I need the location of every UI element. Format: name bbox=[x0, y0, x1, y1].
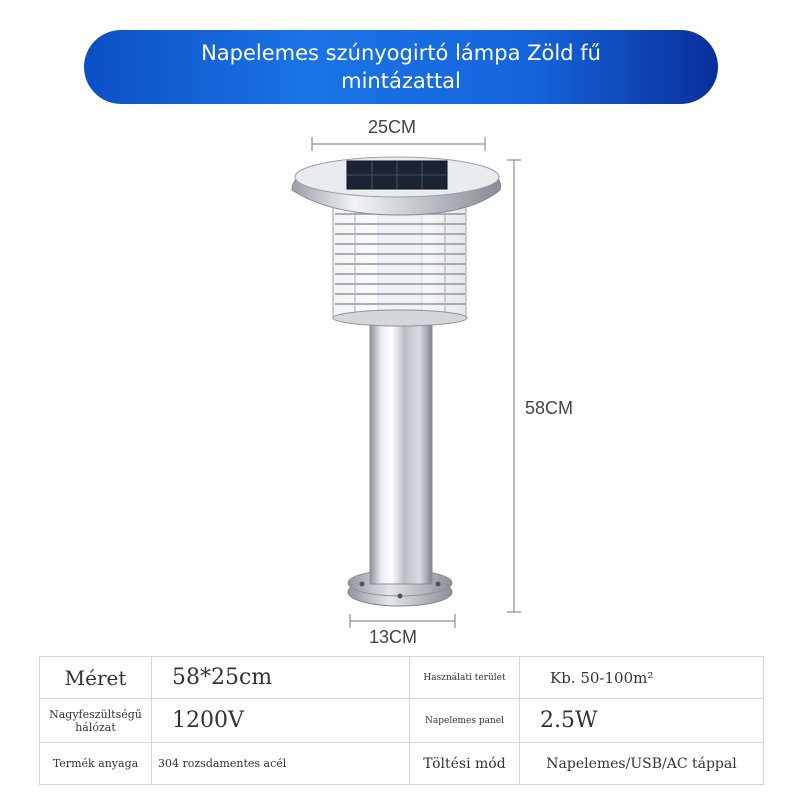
spec-value: Kb. 50-100m² bbox=[520, 657, 764, 699]
lamp-cage bbox=[333, 200, 467, 326]
page-title: Napelemes szúnyogirtó lámpa Zöld fű mintázattal bbox=[201, 41, 601, 93]
dimension-base-line bbox=[350, 614, 455, 628]
title-banner bbox=[84, 30, 718, 104]
specs-table bbox=[39, 656, 764, 785]
table-row bbox=[40, 699, 764, 743]
lamp-pole bbox=[370, 322, 432, 584]
spec-value: 2.5W bbox=[520, 699, 764, 743]
product-illustration bbox=[0, 110, 800, 640]
spec-value: 304 rozsdamentes acél bbox=[152, 743, 410, 785]
spec-value: 1200V bbox=[152, 699, 410, 743]
spec-value: Napelemes/USB/AC táppal bbox=[520, 743, 764, 785]
dimension-height-line bbox=[507, 160, 521, 612]
spec-label: Termék anyaga bbox=[40, 743, 152, 785]
spec-label: Napelemes panel bbox=[410, 699, 520, 743]
spec-label: Nagyfeszültségű hálózat bbox=[40, 699, 152, 743]
dimension-base-width: 13CM bbox=[369, 627, 418, 647]
dimension-height: 58CM bbox=[525, 398, 574, 418]
solar-panel bbox=[347, 161, 447, 189]
spec-label: Használati terület bbox=[410, 657, 520, 699]
table-row bbox=[40, 657, 764, 699]
dimension-top-width: 25CM bbox=[368, 117, 417, 137]
dimension-top-line bbox=[312, 137, 485, 151]
table-row bbox=[40, 743, 764, 785]
spec-label: Méret bbox=[40, 657, 152, 699]
spec-label: Töltési mód bbox=[410, 743, 520, 785]
spec-value: 58*25cm bbox=[152, 657, 410, 699]
